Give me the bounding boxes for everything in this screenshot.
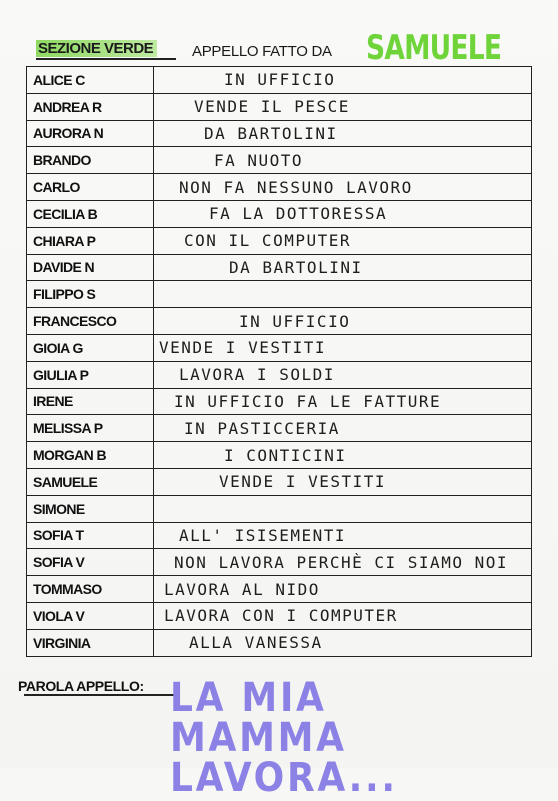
table-row: [27, 576, 532, 603]
child-name: SAMUELE: [27, 468, 154, 495]
parent-job-cell: [154, 549, 532, 576]
parent-job: ALLA VANESSA: [189, 633, 323, 653]
parent-job-cell: [154, 388, 532, 415]
child-name: MELISSA P: [27, 415, 154, 442]
parent-job-cell: [154, 522, 532, 549]
child-name: CECILIA B: [27, 200, 154, 227]
roll-table: [26, 66, 532, 657]
table-row: [27, 67, 532, 94]
table-row: [27, 602, 532, 629]
parent-job: ALL' ISISEMENTI: [179, 525, 346, 545]
table-row: [27, 334, 532, 361]
parent-job-cell: [154, 361, 532, 388]
child-name: TOMMASO: [27, 576, 154, 603]
table-row: [27, 281, 532, 308]
parent-job: DA BARTOLINI: [204, 123, 338, 143]
parola-appello-label: PAROLA APPELLO:: [18, 678, 144, 694]
parent-job-cell: [154, 147, 532, 174]
table-row: [27, 442, 532, 469]
table-row: [27, 549, 532, 576]
child-name: MORGAN B: [27, 442, 154, 469]
child-name: SIMONE: [27, 495, 154, 522]
table-row: [27, 308, 532, 335]
child-name: ANDREA R: [27, 93, 154, 120]
child-name: CHIARA P: [27, 227, 154, 254]
parent-job: IN UFFICIO FA LE FATTURE: [174, 391, 442, 411]
parent-job: LAVORA I SOLDI: [179, 365, 335, 385]
table-row: [27, 147, 532, 174]
child-name: BRANDO: [27, 147, 154, 174]
section-underline: [36, 58, 176, 60]
table-row: [27, 629, 532, 656]
parent-job-cell: [154, 200, 532, 227]
parent-job-cell: [154, 415, 532, 442]
parent-job-cell: [154, 227, 532, 254]
parent-job: NON LAVORA PERCHÈ CI SIAMO NOI: [174, 552, 508, 572]
parent-job: CON IL COMPUTER: [184, 231, 351, 251]
table-row: [27, 495, 532, 522]
child-name: ALICE C: [27, 67, 154, 94]
parent-job-cell: [154, 67, 532, 94]
table-row: [27, 388, 532, 415]
parent-job-cell: [154, 174, 532, 201]
parent-job: FA LA DOTTORESSA: [209, 204, 388, 224]
parent-job: I CONTICINI: [224, 445, 347, 465]
parent-job: LAVORA CON I COMPUTER: [164, 606, 398, 626]
table-row: [27, 254, 532, 281]
section-title: SEZIONE VERDE: [36, 40, 157, 57]
parent-job: IN UFFICIO: [224, 70, 336, 90]
parent-job: FA NUOTO: [214, 150, 304, 170]
parent-job-cell: [154, 254, 532, 281]
child-name: GIULIA P: [27, 361, 154, 388]
parent-job-cell: [154, 281, 532, 308]
child-name: CARLO: [27, 174, 154, 201]
parent-job: LAVORA AL NIDO: [164, 579, 320, 599]
parent-job: IN UFFICIO: [239, 311, 351, 331]
table-row: [27, 361, 532, 388]
parent-job-cell: [154, 602, 532, 629]
child-name: VIRGINIA: [27, 629, 154, 656]
parent-job-cell: [154, 93, 532, 120]
parent-job-cell: [154, 308, 532, 335]
child-name: VIOLA V: [27, 602, 154, 629]
child-name: AURORA N: [27, 120, 154, 147]
child-name: FRANCESCO: [27, 308, 154, 335]
table-row: [27, 227, 532, 254]
child-name: SOFIA T: [27, 522, 154, 549]
table-row: [27, 174, 532, 201]
parent-job-cell: [154, 334, 532, 361]
parola-underline: [24, 694, 178, 696]
parent-job: VENDE IL PESCE: [194, 97, 350, 117]
child-name: DAVIDE N: [27, 254, 154, 281]
parent-job-cell: [154, 629, 532, 656]
parent-job: DA BARTOLINI: [229, 257, 363, 277]
parent-job: VENDE I VESTITI: [159, 338, 326, 358]
parent-job-cell: [154, 495, 532, 522]
parent-job: IN PASTICCERIA: [184, 418, 340, 438]
parent-job-cell: [154, 442, 532, 469]
sheet-header: [36, 28, 536, 70]
table-row: [27, 522, 532, 549]
table-row: [27, 415, 532, 442]
parola-appello-word: LA MIA MAMMA LAVORA...: [170, 675, 398, 801]
table-row: [27, 200, 532, 227]
table-row: [27, 93, 532, 120]
parent-job-cell: [154, 576, 532, 603]
child-name: IRENE: [27, 388, 154, 415]
table-row: [27, 468, 532, 495]
child-name: GIOIA G: [27, 334, 154, 361]
table-row: [27, 120, 532, 147]
child-name: SOFIA V: [27, 549, 154, 576]
parent-job: VENDE I VESTITI: [219, 472, 386, 492]
parent-job-cell: [154, 120, 532, 147]
child-name: FILIPPO S: [27, 281, 154, 308]
author-name: SAMUELE: [366, 28, 502, 68]
parent-job-cell: [154, 468, 532, 495]
parent-job: NON FA NESSUNO LAVORO: [179, 177, 413, 197]
appello-label: APPELLO FATTO DA: [192, 43, 332, 60]
